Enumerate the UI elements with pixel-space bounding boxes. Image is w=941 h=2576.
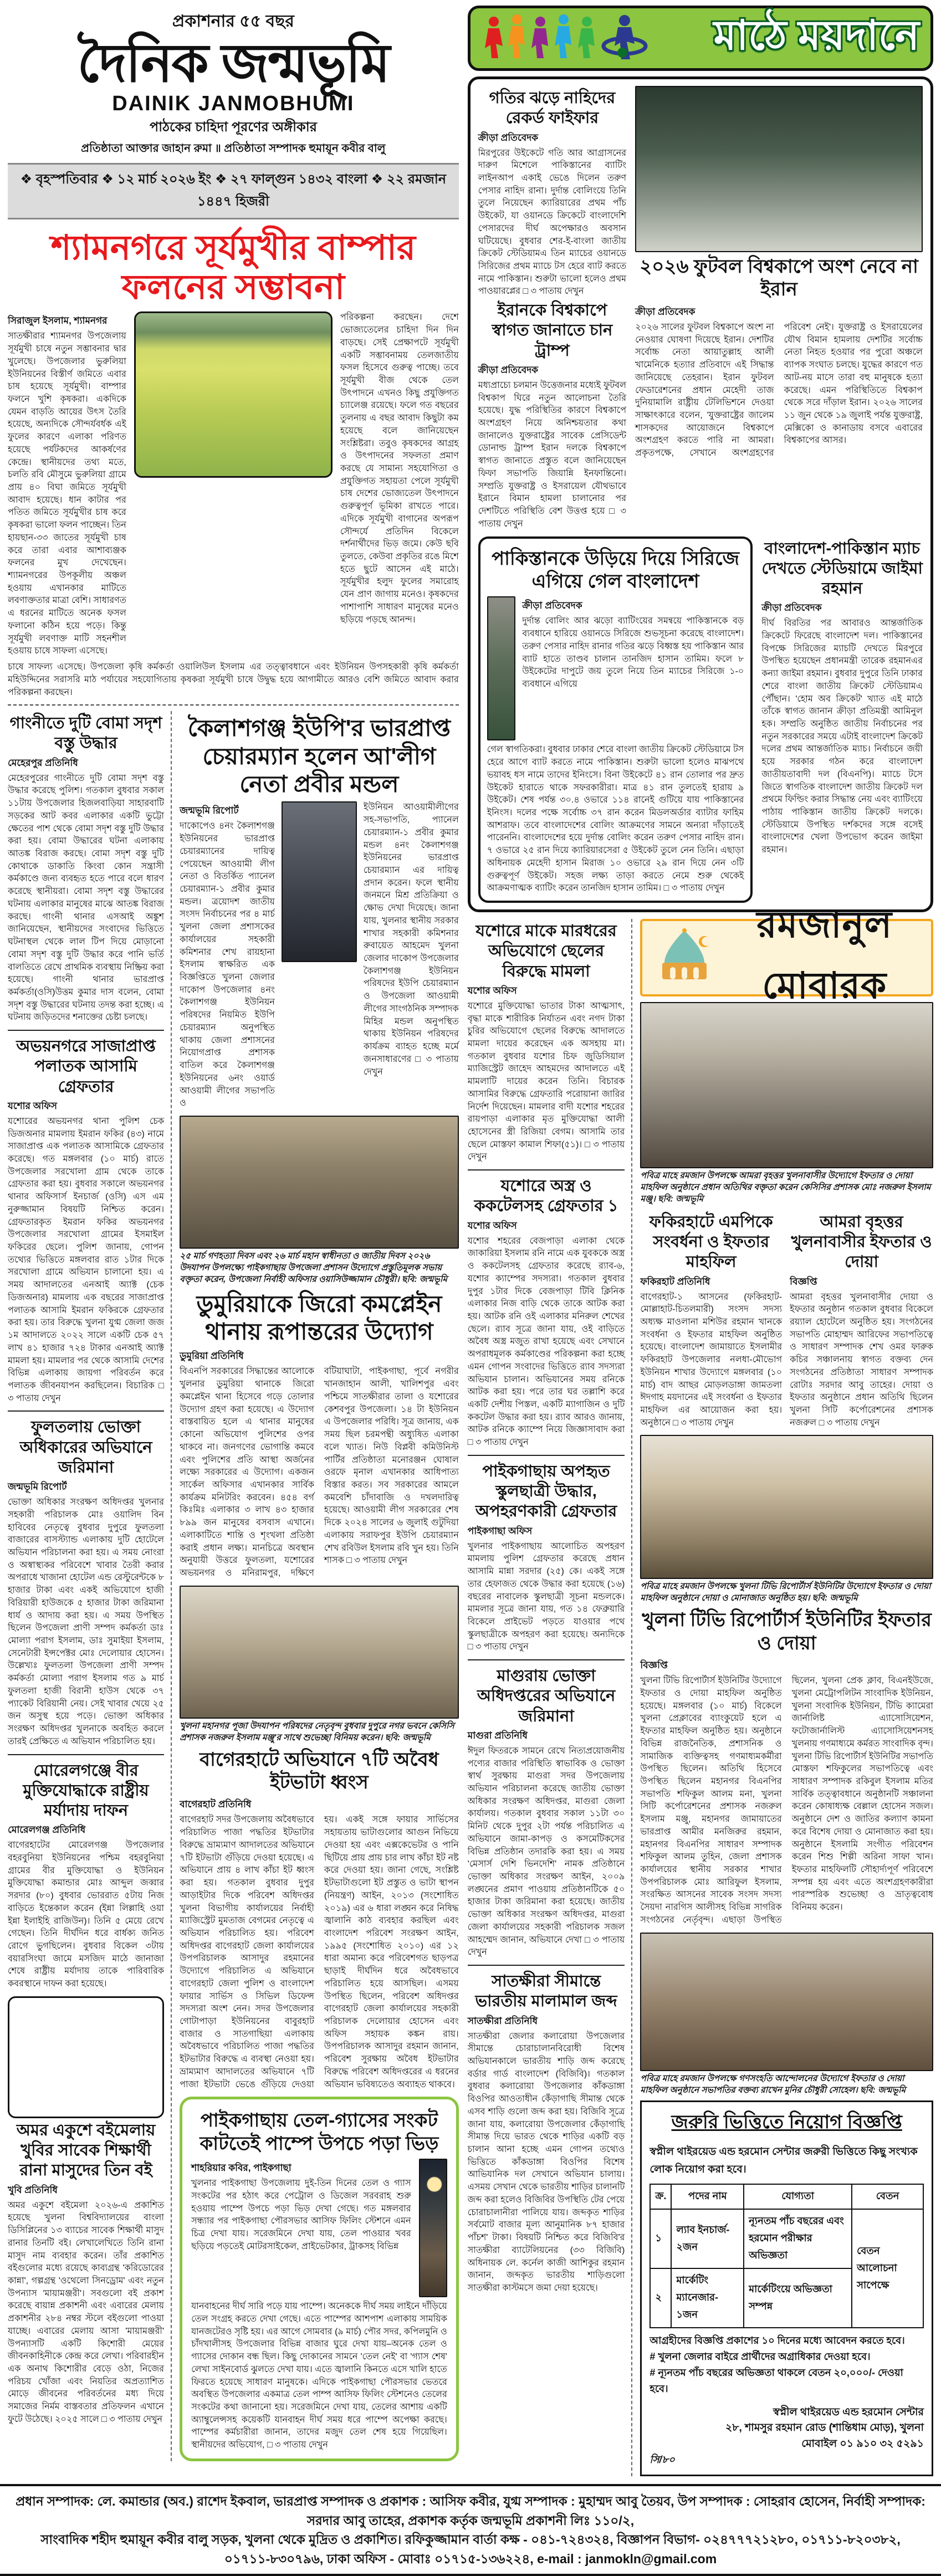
article-dumuria	[180, 1290, 459, 1580]
byline: জন্মভূমি রিপোর্ট	[8, 1481, 67, 1493]
headline: বাংলাদেশ-পাকিস্তান ম্যাচ দেখতে স্টেডিয়ামে জাইমা রহমান	[761, 539, 923, 597]
motto: পাঠকের চাহিদা পূরণের অঙ্গীকার	[149, 119, 317, 135]
headline: যশোরে মাকে মারধরের অভিযোগে ছেলের বিরুদ্ধে মামলা	[475, 922, 617, 980]
fuel-pump-photo	[419, 2159, 447, 2297]
paikgachha-meeting-photo	[180, 1116, 459, 1249]
col-header: বেতন	[852, 2184, 923, 2209]
article-iran2026	[635, 255, 923, 460]
job-ad-intro: স্বপ্নীল থাইরয়েড এন্ড হরমোন সেন্টার জরুরী ভিত্তিতে কিছু সংখ্যক লোক নিয়োগ করা হবে।	[650, 2146, 918, 2176]
headline: অমর একুশে বইমেলায় খুবির সাবেক শিক্ষার্থী রানা মাসুদের তিন বই	[16, 2121, 156, 2180]
photo-caption: খুলনা মহানগর পূজা উদযাপন পরিষদের নেতৃবৃন্দ বুধবার দুপুরে নগর ভবনে কেসিসি প্রশাসক নজরুল ইসলাম মঞ্জু'র সাথে শুভেচ্ছা বিনিময় করেন। ছবি: জন্মভূমি	[180, 1721, 454, 1742]
sports-section-banner	[468, 6, 933, 71]
article-satkhira	[468, 1971, 625, 2295]
sports-box	[468, 76, 933, 912]
body: যশোরের অভয়নগর থানা পুলিশ চেক ডিজঅনার মামলায় ইমরান ফকির (৪৩) নামে সাজাপ্রাপ্ত এক পলাতক আসামিকে গ্রেফতার করেছে। গত মঙ্গলবার (১০ মার্চ) রাতে উপজেলার সরখোলা গ্রাম থেকে তাকে গ্রেফতার করা হয়। বুধবার সকালে অভয়নগর থানার অফিসার্স ইনচার্জ (ওসি) এস এম নুরুজ্জামান বিষয়টি নিশ্চিত করেন। গ্রেফতারকৃত ইমরান ফকির অভয়নগর উপজেলার সরখোলা গ্রামের ইসমাইল ফকিরের ছেলে। পুলিশ জানায়, গোপন তথ্যের ভিত্তিতে মঙ্গলবার রাত ১টার দিকে সরখোলা গ্রামে অভিযান চালানো হয়। এ সময় আদালতের এনআই অ্যাক্ট (চেক ডিজঅনার) মামলায় এক বছরের সাজাপ্রাপ্ত পলাতক আসামি ইমরান ফকিরকে গ্রেফতার করা হয়। তার বিরুদ্ধে খুলনা যুগ্ম জেলা জজ ১ম আদালতে ২০২২ সালে একটি চেক ৫৭ লাখ ৪১ হাজার ৭২৪ টাকার এনআই অ্যাক্ট মামলা হয়। মামলার পর থেকে আসামি দেশের বিভিন্ন এলাকায় জায়গা পরিবর্তন করে পলাতক জীবনযাপন করছিলেন। বিচারিক □ ৩ পাতায় দেখুন	[8, 1116, 165, 1403]
body: গেল স্বাগতিকরা। বুধবার ঢাকার শেরে বাংলা জাতীয় ক্রিকেট স্টেডিয়ামে টস হেরে আগে ব্যাট করতে নামে পাকিস্তান। শুরুটা ভালো হলেও মাঝপথে ভয়াবহ ধস নামে তাদের ইনিংসে। বিনা উইকেটে ৪১ রান তোলার পর দ্রুত উইকেট হারাতে থাকে সফরকারীরা। মাত্র ৪১ রান তুলতেই হারায় ৯ উইকেট। শেষ পর্যন্ত ৩০.৪ ওভারে ১১৪ রানেই গুটিয়ে যায় পাকিস্তানের ইনিংস। দলের পক্ষে সর্বোচ্চ ৩৭ রান করেন মিডলঅর্ডার ব্যাটার ফাহিম আশরাফ। তবে বাংলাদেশের বোলিং আক্রমণের সামনে অন্যরা দাঁড়াতেই পারেননি। বাংলাদেশের হয়ে দুর্দান্ত বোলিং করেন তরুণ পেসার নাহিদ রান। ৭ ওভারে ২৫ রান দিয়ে ক্যারিয়ারসেরা ৫ উইকেট তুলে নেন তিনি। এছাড়া অধিনায়ক মেহেদী হাসান মিরাজ ১০ ওভারে ২৯ রান দিয়ে নেন ৩টি গুরুত্বপূর্ণ উইকেট। সহজ লক্ষ্য তাড়া করতে নেমে শুরু থেকেই আক্রমণাত্মক ব্যাটিং করেন তানজিদ হাসান তামিম। □ ৩ পাতায় দেখুন	[487, 745, 744, 893]
photo-caption: পবিত্র মাহে রমজান উপলক্ষে আমরা বৃহত্তর খুলনাবাসীর উদ্যোগে ইফতার ও দোয়া মাহফিল অনুষ্ঠানে প্রধান অতিথির বক্তৃতা করেন কেসিসির প্রশাসক মোঃ নজরুল ইসলাম মঞ্জু। ছবি: জন্মভূমি	[640, 1171, 931, 1204]
divider	[8, 1030, 164, 1031]
chairman-portrait-photo	[282, 801, 357, 962]
divider	[468, 1659, 625, 1660]
photo-caption: পবিত্র মাহে রমজান উপলক্ষে খুলনা টিভি রিপোর্টার্স ইউনিটির উদ্যোগে ইফতার ও দোয়া মাহফিল অনুষ্ঠানে দোয়া ও মোনাজাত অনুষ্ঠিত হয়। ছবি: জন্মভূমি	[640, 1582, 931, 1603]
headline: সাতক্ষীরা সীমান্তে ভারতীয় মালামাল জব্দ	[475, 1972, 617, 2011]
article-gangni	[8, 713, 164, 1024]
founders-line: প্রতিষ্ঠাতা আক্তার জাহান রুমা ॥ প্রতিষ্ঠাতা সম্পাদক হুমায়ূন কবীর বালু	[81, 142, 386, 155]
mosque-icon	[651, 926, 718, 990]
byline: শাহরিয়ার কবির, পাইকগাছা	[191, 2163, 291, 2174]
col-header: পদের নাম	[671, 2184, 744, 2209]
article-nahid	[478, 88, 626, 298]
newspaper-logo-en: DAINIK JANMOBHUMI	[112, 91, 355, 115]
byline: ক্রীড়া প্রতিবেদক	[478, 364, 539, 375]
imprint-line1: প্রধান সম্পাদক: লে. কমান্ডার (অব.) রাশেদ ইকবাল, ভারপ্রাপ্ত সম্পাদক ও প্রকাশক : আসিফ কবীর, যুগ্ম সম্পাদক : মুহাম্মদ আবু তৈয়ব, উপ সম্পাদক : সোহরাব হোসেন, নির্বাহী সম্পাদক: সরদার আবু তাহের, প্রকাশক কর্তৃক জন্মভূমি প্রকাশনী লিঃ ১১০/২,	[16, 2494, 925, 2528]
byline: যশোর অফিস	[467, 1220, 517, 1231]
article-abhaynagar	[8, 1036, 164, 1405]
lead-body-col1: সাতক্ষীরার শ্যামনগর উপজেলায় সূর্যমুখী চাষে নতুন সম্ভাবনার দ্বার খুলেছে। উপজেলার ভুরুলিয়া ইউনিয়নের বিস্তীর্ণ জমিতে এবার চাষ হয়েছে সূর্যমুখী। বাম্পার ফলনে খুশি কৃষকরা। একদিকে যেমন বাড়তি আয়ের উৎস তৈরি হয়েছে, অন্যদিকে সৌন্দর্যবর্ধক এই ফুলের কারণে এলাকা পরিণত হয়েছে পর্যটকদের আকর্ষণের কেন্দ্রে। স্থানীয়দের তথ্য মতে, চলতি রবি মৌসুমে ভুরুলিয়া গ্রামে প্রায় ৪০ বিঘা জমিতে সূর্যমুখী আবাদ হয়েছে। ধান কাটার পর পতিত জমিতে সূর্যমুখীর চাষ করে কৃষকরা ভালো ফলন পাচ্ছেন। তিন হায়ছান-৩৩ জাতের সূর্যমুখী চাষ করে তারা এবার আশাব্যঞ্জক ফলনের মুখ দেখেছেন। শ্যামনগরের উপকূলীয় অঞ্চল হওয়ায় এখানকার মাটিতে লবণাক্ততার মাত্রা বেশি। সাধারণত এ ধরনের মাটিতে অনেক ফসল ফলানো কঠিন হয়ে পড়ে। কিন্তু সূর্যমুখী লবণাক্ত মাটি সহনশীল হওয়ায় চাষে সাফল্য এসেছে।	[8, 331, 126, 656]
article-pak-series	[478, 536, 753, 903]
job-ad-title: জরুরি ভিত্তিতে নিয়োগ বিজ্ঞপ্তি	[671, 2112, 902, 2133]
article-kidnap	[468, 1461, 625, 1654]
divider	[468, 1455, 625, 1456]
article-mother-case	[468, 921, 625, 1164]
lead-byline: সিরাজুল ইসলাম, শ্যামনগর	[8, 315, 108, 326]
ganasanghati-iftar-photo	[640, 1933, 933, 2071]
byline: বিজ্ঞপ্তি	[640, 1660, 668, 1671]
headline: যশোরে অস্ত্র ও ককটেলসহ গ্রেফতার ১	[474, 1177, 618, 1215]
article-fakirhat	[640, 1210, 782, 1430]
body: ইউনিয়ন আওয়ামীলীগের সহ-সভাপতি, প্যানেল চেয়ারম্যান-১ প্রবীর কুমার মন্ডল ৪নং কৈলাশগঞ্জ ইউনিয়নের ভারপ্রাপ্ত চেয়ারম্যান এর দায়িত্ব প্রদান করেন। ফলে স্থানীয় জনমনে মিশ্র প্রতিক্রিয়া ও ক্ষোভ দেখা দিয়েছে। জানা যায়, খুলনার স্থানীয় সরকার শাখার সহকারী কমিশনার রুবায়েত আহমেদ খুলনা জেলার দাকোপ উপজেলার কৈলাশগঞ্জ ইউনিয়ন পরিষদের ইউপি চেয়ারম্যান ও উপজেলা আওয়ামী লীগের সাংগঠনিক সম্পাদক মিহির মন্ডল অনুপস্থিত থাকায় ইউনিয়ন পরিষদের কার্যক্রম ব্যাহত হচ্ছে মর্মে জনসাধারণের □ ৩ পাতায় দেখুন	[363, 803, 459, 1077]
body: ভোক্তা অধিকার সংরক্ষণ অধিদপ্তর খুলনার সহকারী পরিচালক মোঃ ওয়ালিদ বিন হাবিবের নেতৃত্বে বুধবার দুপুরে ফুলতলা বাজারের বাসস্ট্যান্ড এলাকায় দুটি হোটেলে অভিযান পরিচালনা করা হয়। এ সময় নোংরা ও অস্বাস্থ্যকর পরিবেশে খাবার তৈরী করার অপরাধে খাজানা হোটেল এন্ড রেস্টুরেন্টকে ৮ হাজার টাকা এবং একই অভিযোগে হাজী বিরিয়ারী হাউজকে ৫ হাজার টাকা জরিমানা ধার্য ও আদায় করা হয়। এ সময় উপস্থিত ছিলেন উপজেলা প্রাণী সম্পদ কর্মকর্তা ডাঃ মোল্যা পরাগ ইসলাম, ডাঃ সুমাইয়া ইসলাম, সেনেটারী ইন্সপেক্টর মোঃ দেলোয়ার হোসেন। উল্লেখ্যঃ ফুলতলা উপজেলা প্রাণী সম্পদ কর্মকর্তা মোল্যা পরাগ ইসলাম গত ৯ মার্চ ফুলতলা হাজী বিরানী হাউস থেকে ৩৭ প্যাকেট বিরিয়ানী নেয়। সেই খাবার খেয়ে ২৫ জন অসুস্থ হয়ে পড়ে। ভোক্তা অধিকার সংরক্ষণ অধিদপ্তর খুলনাকে অবহিত করলে তারই প্রেক্ষিতে এ অভিযান পরিচালিত হয়।	[8, 1497, 165, 1746]
photo-caption: ২৫ মার্চ গণহত্যা দিবস এবং ২৬ মার্চ মহান স্বাধীনতা ও জাতীয় দিবস ২০২৬ উদযাপন উপলক্ষ্যে পাইকগাছায় উপজেলা প্রশাসন উদ্যোগে প্রস্তুতিমূলক সভায় বক্তৃতা করেন, উপজেলা নির্বাহী অফিসার ওয়াসিউজ্জামান চৌধুরী। ছবি: জন্মভূমি	[180, 1251, 448, 1284]
byline: পাইকগাছা অফিস	[467, 1525, 533, 1536]
headline: ফুলতলায় ভোক্তা অধিকারের অভিযানে জরিমানা	[19, 1418, 152, 1476]
body: খুলনার পাইকগাছা উপজেলায় দুই-তিন দিনের তেল ও গ্যাস সংকটের পর হঠাৎ করে পেট্রোল ও ডিজেল সরবরাহ শুরু হওয়ায় পাম্পে উপচে পড়া ভিড় দেখা গেছে। গত মঙ্গলবার সন্ধ্যার পর পাইকগাছা পৌরসভার আসিফ ফিলিং স্টেশনে এমন চিত্র দেখা যায়। সরেজমিনে দেখা যায়, তেল পাওয়ার খবর ছড়িয়ে পড়তেই মোটরসাইকেল, প্রাইভেটকার, ট্রাকসহ বিভিন্ন	[191, 2179, 411, 2251]
fuel-crisis-box	[180, 2097, 459, 2461]
byline: মেহেরপুর প্রতিনিধি	[8, 757, 78, 768]
article-kailashganj	[180, 714, 459, 1110]
job-ad-signature: স্বপ্নীল থাইরয়েড এন্ড হরমোন সেন্টার	[773, 2406, 924, 2418]
tv-unit-iftar-photo	[640, 1435, 933, 1579]
job-ad-table	[650, 2184, 924, 2328]
headline: কৈলাশগঞ্জ ইউপি'র ভারপ্রাপ্ত চেয়ারম্যান হলেন আ'লীগ নেতা প্রবীর মন্ডল	[187, 715, 451, 798]
divider	[8, 1410, 164, 1412]
iftar-mahfil-photo	[640, 1002, 933, 1168]
job-ad-address: ২৮, শামসুর রহমান রোড (শান্তিধাম মোড়), খুলনা	[725, 2422, 924, 2434]
byline: ক্রীড়া প্রতিবেদক	[522, 600, 582, 611]
table-cell: ল্যাব ইনচার্জ- ২জন	[671, 2209, 744, 2268]
table-cell: ন্যূনতম পাঁচ বছরের এবং হরমোন পরীক্ষার অভিজ্ঞতা	[744, 2209, 852, 2268]
body: মধ্যপ্রাচ্যে চলমান উত্তেজনার মধ্যেই ফুটবল বিশ্বকাপ ঘিরে নতুন আলোচনা তৈরি হয়েছে। যুদ্ধ পরিস্থিতির কারণে বিশ্বকাপে অংশগ্রহণ নিয়ে অনিশ্চয়তার কথা জানালেও যুক্তরাষ্ট্রের সাবেক প্রেসিডেন্ট ডোনাল্ড ট্রাম্প ইরান দলকে বিশ্বকাপে স্বাগত জানাতে প্রস্তুত বলে জানিয়েছেন ফিফা সভাপতি জিয়ান্নি ইনফান্তিনো। সম্প্রতি যুক্তরাষ্ট্র ও ইসরায়েল যৌথভাবে ইরানে বিমান হামলা চালানোর পর দেশটিতে পরিস্থিতি বেশ উত্তপ্ত হয়ে □ ৩ পাতায় দেখুন	[478, 380, 627, 529]
article-bagerhat	[180, 1749, 459, 2092]
headline: পাকিস্তানকে উড়িয়ে দিয়ে সিরিজে এগিয়ে গেল বাংলাদেশ	[492, 548, 740, 592]
body: খুলনার পাইকগাছায় আলোচিত অপহরণ মামলায় পুলিশ গ্রেফতার করেছে প্রধান আসামি মান্না সরদার (২৫) কে। একই সঙ্গে তার হেফাজত থেকে উদ্ধার করা হয়েছে (১৬) বছরের নাবালেক স্কুলছাত্রী সূচনা মন্ডলকে। মামলার সূত্রে জানা যায়, গত ১৪ ফেব্রুয়ারি বিকেলে প্রাইভেট পড়তে যাওয়ার পথে স্কুলছাত্রীকে অপহরণ করা হয়েছে। অন্যদিকে □ ৩ পাতায় দেখুন	[467, 1541, 625, 1652]
divider	[8, 1754, 164, 1755]
body: বাগেরহাট সদর উপজেলায় অবৈধভাবে পরিচালিত পাজা পদ্ধতির ইটভাটার বিরুদ্ধে ভ্রাম্যমাণ আদালতের অভিযানে ৭টি ইটভাটা গুঁড়িয়ে দেওয়া হয়েছে। এ অভিযানে প্রায় ৪ লাখ কাঁচা ইট ধ্বংস করা হয়। গতকাল বুধবার দুপুর আড়াইটার দিকে পরিবেশ অধিদপ্তর খুলনা বিভাগীয় কার্যালয়ের নির্বাহী ম্যাজিস্ট্রেট মুমতাজ বেগমের নেতৃত্বে এ অভিযান পরিচালিত হয়। পরিবেশ অধিদপ্তর বাগেরহাট জেলা কার্যালয়ের উপপরিচালক আসাদুর রহমানের উদ্যোগে পরিচালিত এ অভিযানে বাগেরহাট জেলা পুলিশ ও বাংলাদেশ ফায়ার সার্ভিস ও সিভিল ডিফেন্স সদস্যরা অংশ নেন। সদর উপজেলার গোটাপাড়া ইউনিয়নের বাবুরহাট বাজার ও সাতগাছিয়া এলাকায় অবৈধভাবে পরিচালিত পাজা পদ্ধতির ইটভাটার বিরুদ্ধে এ ব্যবস্থা নেওয়া হয়। ভ্রাম্যমাণ আদালতের অভিযানে ৭টি পাজা ইটভাটা ভেঙে গুঁড়িয়ে দেওয়া হয়। একই সঙ্গে ফায়ার সার্ভিসের সহায়তায় ভাটাগুলোর আগুন নিভিয়ে দেওয়া হয় এবং এক্সকেভেটর ও পানি ছিটিয়ে প্রায় প্রায় চার লাখ কাঁচা ইট নষ্ট করে দেওয়া হয়। জানা গেছে, সংশ্লিষ্ট ইটভাটাগুলো ইট প্রস্তুত ও ভাটা স্থাপন (নিয়ন্ত্রণ) আইন, ২০১৩ (সংশোধিত ২০১৯) এর ৬ ধারা লঙ্ঘন করে নিষিদ্ধ জ্বালানি কাঠ ব্যবহার করছিল এবং বাংলাদেশ পরিবেশ সংরক্ষণ আইন, ১৯৯৫ (সংশোধিত ২০১০) এর ১২ ধারা অমান্য করে পরিবেশগত ছাড়পত্র ছাড়াই দীর্ঘদিন ধরে অবৈধভাবে পরিচালিত হয়ে আসছিল। এসময় উপস্থিত ছিলেন, পরিবেশ অধিদপ্তর বাগেরহাট জেলা কার্যালয়ের সহকারী পরিচালক দেলোয়ার হোসেন এবং অফিস সহায়ক কঙ্কন রায়। উপপরিচালক আসাদুর রহমান জানান, পরিবেশ সুরক্ষায় অবৈধ ইটভাটার বিরুদ্ধে পরিবেশ অধিদপ্তরের এ ধরনের অভিযান ভবিষ্যতেও অব্যাহত থাকবে।	[180, 1815, 459, 2089]
imprint-footer	[0, 2484, 941, 2576]
body: যানবাহনের দীর্ঘ সারি পড়ে যায় পাম্পে। অনেককে দীর্ঘ সময় লাইনে দাঁড়িয়ে তেল সংগ্রহ করতে দেখা গেছে। এতে পাম্পের আশপাশ এলাকায় সাময়িক যানজটেরও সৃষ্টি হয়। এর আগে সোমবার (৯ মার্চ) পৌর সদর, কপিলমুনি ও চাঁদখালীসহ উপজেলার বিভিন্ন বাজার ঘুরে দেখা যায়–অনেক তেল ও গ্যাসের দোকান বন্ধ ছিল। কিছু দোকানের সামনে 'তেল নেই' বা 'গ্যাস শেষ' লেখা সাইনবোর্ড ঝুলতে দেখা যায়। এতে জ্বালানি কিনতে এসে খালি হাতে ফিরতে হয়েছে সাধারণ মানুষকে। এদিকে পাইকগাছা পৌরসভার ভেতরে অবস্থিত উপজেলার একমাত্র তেল পাম্প আসিফ ফিলিং স্টেশনেও তেলের সংকটের কথা জানানো হয়। সরেজমিনে দেখা যায়, তেলের আশায় একটি অ্যাম্বুলেন্সসহ কয়েকটি যানবাহন দীর্ঘ সময় ধরে পাম্পে অপেক্ষা করছে। পাম্পের কর্মচারীরা জানান, তাদের মজুদ তেল শেষ হয়ে গিয়েছিল। স্থানীয়দের অভিযোগ, □ ৩ পাতায় দেখুন	[191, 2302, 447, 2450]
byline: জন্মভূমি রিপোর্ট	[180, 805, 239, 816]
lead-body-bottom: চাষে সাফল্য এসেছে। উপজেলা কৃষি কর্মকর্তা ওয়ালিউল ইসলাম এর তত্ত্বাবধানে এবং ইউনিয়ন উপসহকারী কৃষি কর্মকর্তা মহিউদ্দিনের সরাসরি মাঠ পর্যায়ের সহযোগিতায় কৃষকরা সূর্যমুখী চাষে উদ্বুদ্ধ হয়ে আগামীতে আরও বেশি জমিতে আবাদ করার পরিকল্পনা করছেন।	[8, 662, 459, 697]
job-advertisement	[640, 2100, 933, 2476]
sunflower-field-photo	[134, 311, 333, 478]
masthead	[8, 6, 459, 219]
body: দীর্ঘ বিরতির পর আবারও আন্তর্জাতিক ক্রিকেটে ফিরেছে বাংলাদেশ দল। পাকিস্তানের বিপক্ষে সিরিজের ম্যাচটি দেখতে মিরপুরে উপস্থিত হয়েছেন প্রধানমন্ত্রী তারেক রহমানএর কন্যা জাইমা রহমান। বুধবার দুপুরে তিনি ঢাকার শেরে বাংলা জাতীয় ক্রিকেট স্টেডিয়ামএ পৌঁছান। 'হোম অব ক্রিকেট' খ্যাত এই মাঠে তাঁকে স্বাগত জানান ক্রীড়া প্রতিমন্ত্রী আমিনুল হক। সম্প্রতি অনুষ্ঠিত জাতীয় নির্বাচনের পর নতুন সরকারের সময়ে এটাই বাংলাদেশ ক্রিকেট দলের প্রথম আন্তর্জাতিক ম্যাচ। নির্বাচনে জয়ী হয়ে সরকার গঠন করে বাংলাদেশ জাতীয়তাবাদী দল (বিএনপি)। ম্যাচে টসে জিতে স্বাগতিক বাংলাদেশ জাতীয় ক্রিকেট দল প্রথমে ফিল্ডিং করার সিদ্ধান্ত নেয় এবং ব্যাটিংয়ে পাঠায় পাকিস্তান জাতীয় ক্রিকেট দলকে। স্টেডিয়ামে উপস্থিত দর্শকদের সঙ্গে বসেই বাংলাদেশের খেলা উপভোগ করেন জাইমা রহমান।	[761, 619, 923, 855]
headline: গাংনীতে দুটি বোমা সদৃশ বস্তু উদ্ধার	[9, 714, 162, 753]
sports-banner-title: মাঠে ময়দানে	[713, 12, 919, 58]
body: আমরা বৃহত্তর খুলনাবাসীর দোয়া ও ইফতার অনুষ্ঠান গতকাল বুধবার বিকেলে রয়্যাল হোটেলে অনুষ্ঠিত হয়। সংগঠনের সভাপতি মোহাম্মদ আরিফের সভাপতিত্বে ও সাধারণ সম্পাদক শেখ ওমর ফারুক কচির সঞ্চালনায় স্বাগত বক্তব্য দেন সংগঠনের প্রতিষ্ঠাতা সাধারণ সম্পাদক রোটাঃ সরদার আবু তাহের। দোয়া ও ইফতার অনুষ্ঠানে প্রধান অতিথি ছিলেন খুলনা সিটি কর্পোরেশনের প্রশাসক নজরুল □ ৩ পাতায় দেখুন	[790, 1292, 933, 1428]
table-cell: বেতন আলোচনা সাপেক্ষে	[852, 2209, 923, 2328]
article-tv-unit	[640, 1609, 933, 1926]
byline: বাগেরহাট প্রতিনিধি	[180, 1799, 252, 1810]
article-amra-khulna	[790, 1210, 933, 1430]
article-zaima	[761, 539, 923, 857]
body: খুলনা টিভি রিপোর্টার্স ইউনিটির উদ্যোগে ইফতার ও দোয়া মাহফিল অনুষ্ঠিত হয়েছে। মঙ্গলবার (১০ মার্চ) বিকেলে খুলনা প্রেক্লাবের ব্যাংকুয়েট হলে এ ইফতার মাহফিল অনুষ্ঠিত হয়। অনুষ্ঠানে বিভিন্ন রাজনৈতিক, প্রশাসনিক ও সামাজিক ব্যক্তিত্বসহ গণমাধ্যমকর্মীরা উপস্থিত ছিলেন। অতিথি হিসেবে উপস্থিত ছিলেন মহানগর বিএনপির সভাপতি শফিকুল আলম মনা, খুলনা সিটি কর্পোরেশনের প্রশাসক নজরুল ইসলাম মঞ্জু, মহানগর জামায়াতের ভারপ্রাপ্ত আমীর মনজিরুর রহমান, মহানগর বিএনপির সাধারণ সম্পাদক শফিকুল আলম তুহিন, জেলা প্রশাসক কার্যালয়ের স্থানীয় সরকার শাখার উপপরিচালক মোঃ আরিফুল ইসলাম, সংরক্ষিত আসনের সাবেক সংসদ সদস্য সৈয়দা নারগিস আলীসহ বিভিন্ন সাগরিক সংগঠনের নের্তৃবৃন্দ। এছাড়া উপস্থিত ছিলেন, খুলনা প্রেক ক্লাব, বিএনইউজে, খুলনা মেট্রোপলিটন সাংবাদিক ইউনিয়ন, খুলনা সংবাদিক ইউনিয়ন, টিভি ক্যামেরা জার্নালিষ্ট এ্যাসোসিয়েশন, ফটোজার্নালিস্ট এ্যাসোসিয়েশনসহ খুলনায় গণমাধ্যমে কর্মরত সাংবাদিক বৃন্দ। খুলনা টিভি রিপোর্টার্স ইউনিটির সভাপতি মোস্তফা শফিকুলের সভাপতিত্বে এবং সাধারণ সম্পাদক রকিবুল ইসলাম মতির সার্বিক তত্ত্বাবধানে অনুষ্ঠানটি সঞ্চালনা করেন কোষাধ্যক্ষ বেল্লাল হোসেন সজল। অনুষ্ঠানে দেশ ও জাতির কল্যাণ কামনা করে বিশেষ দোয়া ও মোনাজাত করা হয়। অনুষ্ঠানে ইসলামি সংগীত পরিবেশন করেন শিশু শিল্পী অরিনা সাফা খান। ইফতার মাহফিলটি সৌহার্দ্যপূর্ণ পরিবেশে সম্পন্ন হয় এবং এতে অংশগ্রহণকারীরা পারস্পরিক শুভেচ্ছা ও ভ্রাতৃত্ববোধ বিনিময় করেন।	[640, 1676, 933, 1925]
headline: অভয়নগরে সাজাপ্রাপ্ত পলাতক আসামি গ্রেফতার	[16, 1037, 156, 1096]
imprint-line2: সাংবাদিক শহীদ হুমায়ূন কবীর বালু সড়ক, খুলনা থেকে মুদ্রিত ও প্রকাশিত। রফিকুজ্জামান বার্তা কক্ষ - ০৪১-৭২৪৩২৪, বিজ্ঞাপন বিভাগ- ০২৪৭৭৭২১২৮০, ০১৭১১-৮২০৩৮২, ০১৭১১-৮৩০৭৯৬, ঢাকা অফিস - মোবাঃ ০১৭১৫-১৩৬২২৪, e-mail : janmokln@gmail.com	[40, 2532, 901, 2566]
byline: ক্রীড়া প্রতিবেদক	[761, 602, 822, 614]
author-books-photo	[8, 1996, 164, 2118]
headline: ফকিরহাটে এমপিকে সংবর্ধনা ও ইফতার মাহফিল	[649, 1213, 773, 1271]
photo-caption: পবিত্র মাহে রমজান উপলক্ষে গণসংহতি আন্দোলনের উদ্যোগে ইফতার ও দোয়া মাহফিল অনুষ্ঠানে সভাপতির বক্তব্য রাখেন মুনির চৌধুরী সোহেল। ছবি: জন্মভূমি	[640, 2073, 906, 2095]
byline: মোরেলগঞ্জ প্রতিনিধি	[8, 1824, 86, 1836]
headline: পাইকগাছায় অপহৃত স্কুলছাত্রী উদ্ধার, অপহরণকারী গ্রেফতার	[475, 1462, 617, 1521]
headline: ইরানকে বিশ্বকাপে স্বাগত জানাতে চান ট্রাম্প	[492, 301, 613, 360]
divider	[468, 1169, 625, 1171]
job-ad-code: সি/৮০	[650, 2454, 675, 2466]
byline: ফকিরহাট প্রতিনিধি	[640, 1276, 710, 1287]
byline: ক্রীড়া প্রতিবেদক	[478, 132, 539, 143]
byline: ক্রীড়া প্রতিবেদক	[635, 306, 695, 317]
sports-figures-icon	[482, 12, 648, 65]
byline: ডুমুরিয়া প্রতিনিধি	[180, 1351, 244, 1362]
job-ad-phone: মোবাইল ০১ ৯১০ ৩২ ৫২৯১	[801, 2437, 924, 2450]
body: মেহেরপুরের গাংনীতে দুটি বোমা সদৃশ বস্তু উদ্ধার করেছে পুলিশ। গতকাল বুধবার সকাল ১১টায় উপজেলার হিজলবাড়িয়া সাহারবাটি সড়কের আট কবর এলাকার একটি ভুট্টো ক্ষেতের পাশ থেকে বোমা সদৃশ বস্তু দুটি উদ্ধার করা হয়। বোমা উদ্ধারের ঘটনা এলাকায় আতঙ্ক বিরাজ করছে। বোমা সদৃশ বস্তু দুটি কোথাকে ডাকাতি কিংবা কোন সন্ত্রাসী কর্মকাণ্ডে জন্য ব্যবহৃত হতে পারে বলে ধারণ করেছে স্থানীয়রা। বোমা সদৃশ বস্তু উদ্ধারের ঘটনায় এলাকার মানুষের মাঝে আতঙ্ক বিরাজ করছে। গাংনী থানার এসআই অঙ্কুশ জানিয়েছেন, স্থানীয়দের সংবাদের ভিত্তিতে ঘটনাস্থল থেকে লাল টিপ দিয়ে মোড়ানো বোমা সদৃশ বস্তু দুটি উদ্ধার করে পানি ভর্তি বালতিতে রেখে প্রাথমিক ব্যবস্থায় নিষ্ক্রিয় করা হয়েছে। গাংনী থানার ভারপ্রাপ্ত কর্মকর্তা(ওসি)উত্তম কুমার দাস বলেন, বোমা সদৃশ বস্তু উদ্ধারের ঘটনায় তদন্ত করা হচ্ছে। এ ঘটনায় জড়িতদের শনাক্তের চেষ্টা চলছে।	[8, 773, 165, 1023]
headline: আমরা বৃহত্তর খুলনাবাসীর ইফতার ও দোয়া	[791, 1213, 932, 1271]
headline: পাইকগাছায় তেল-গ্যাসের সংকট কাটতেই পাম্পে উপচে পড়া ভিড়	[200, 2110, 439, 2154]
job-ad-note: আগ্রহীদের বিজ্ঞপ্তি প্রকাশের ১০ দিনের মধ্যে আবেদন করতে হবে।	[650, 2335, 905, 2347]
divider	[468, 1965, 625, 1966]
body: যশোর শহরের বেজপাড়া এলাকা থেকে জাকারিয়া ইসলাম রনি নামে এক যুবককে অস্ত্র ও ককটেলসহ গ্রেফতার করেছে র‌্যাব-৬, যশোর ক্যাম্পের সদস্যরা। গতকাল বুধবার দুপুর ১টার দিকে বেজপাড়া টিবি ক্লিনিক এলাকার নিজ বাড়ি থেকে তাকে আটক করা হয়। আটক রনি ওই এলাকার মনিরুল শেখের ছেলে। র‌্যাব সূত্রে জানা যায়, ওই বাড়িতে অবৈধ অস্ত্র মজুত রাখা হয়েছে এবং সেখানে অপরাধমূলক কর্মকাণ্ডের পরিকল্পনা করা হচ্ছে এমন গোপন সংবাদের ভিত্তিতে র‌্যাব সদস্যরা অভিযান চালান। অভিযানের সময় রনিকে আটক করা হয়। পরে তার ঘর তল্লাশি করে একটি দেশীয় পিস্তল, একটি ম্যাগাজিন ও দুটি ককটেল উদ্ধার করা হয়। র‌্যাব আরও জানায়, আটক রনিকে ক্যাম্পে নিয়ে জিজ্ঞাসাবাদ করা □ ৩ পাতায় দেখুন	[467, 1236, 625, 1448]
byline: যশোর অফিস	[8, 1100, 57, 1111]
byline: খুবি প্রতিনিধি	[8, 2184, 58, 2195]
headline: ২০২৬ ফুটবল বিশ্বকাপে অংশ নেবে না ইরান	[640, 256, 918, 300]
ramadan-banner	[640, 904, 933, 1006]
date-bar: ❖ বৃহস্পতিবার ❖ ১২ মার্চ ২০২৬ ইং ❖ ২৭ ফাল্গুন ১৪৩২ বাংলা ❖ ২২ রমজান ১৪৪৭ হিজরী	[8, 163, 459, 219]
article-magura	[468, 1666, 625, 1959]
body: দুর্দান্ত বোলিং আর ঝড়ো ব্যাটিংয়ের সমন্বয়ে পাকিস্তানকে বড় ব্যবধানে হারিয়ে ওয়ানডে সিরিজে শুভসূচনা করেছে বাংলাদেশ। তরুণ পেসার নাহিদ রানার গতির ঝড়ে বিধ্বস্ত হয় পাকিস্তান আর ব্যাট হাতে তাণ্ডব চালান তানজিদ হাসান তামিম। ফলে ৮ উইকেটের দাপুটে জয় তুলে নিয়ে তিন ম্যাচের সিরিজে ১-০ ব্যবধানে এগিয়ে	[522, 616, 744, 689]
cricket-celebration-photo	[487, 596, 516, 740]
byline: মাগুরা প্রতিনিধি	[467, 1730, 528, 1741]
byline: যশোর অফিস	[467, 985, 517, 996]
body: ২০২৬ সালের ফুটবল বিশ্বকাপে অংশ না নেওয়ার ঘোষণা দিয়েছে ইরান। দেশটির সর্বোচ্চ নেতা আয়াতুল্লাহ আলী খামেনিকে হত্যার প্রতিবাদে এই সিদ্ধান্ত জানিয়েছে তেহরান। ইরান ফুটবল ফেডারেশনের প্রধান মেহেদী তাজ দুনিয়ামালি রাষ্ট্রীয় টেলিভিশনে দেওয়া সাক্ষাৎকারে বলেন, 'যুক্তরাষ্ট্রের জালেম শাসকদের আয়োজনে বিশ্বকাপে অংশগ্রহণ করতে পারি না আমরা। প্রকৃতপক্ষে, সেখানে অংশগ্রহণের পরিবেশ নেই'। যুক্তরাষ্ট্র ও ইসরায়েলের যৌথ বিমান হামলায় দেশটির সর্বোচ্চ নেতা নিহত হওয়ার পর পুরো অঞ্চলে ব্যাপক সংঘাত চলছে। যুদ্ধের কারণে গত আট-নয় মাসে তারা বহু মানুষকে হত্যা করেছে। এমন পরিস্থিতিতে বিশ্বকাপ থেকে সরে দাঁড়াল ইরান। ২০২৬ সালের ১১ জুন থেকে ১৯ জুলাই পর্যন্ত যুক্তরাষ্ট্র, মেক্সিকো ও কানাডায় বসবে এবারের বিশ্বকাপের আসর।	[635, 322, 923, 458]
body: সাতক্ষীরা জেলার কলারোয়া উপজেলার সীমান্তে চোরাচালানবিরোধী বিশেষ অভিযানকালে ভারতীয় শাড়ি জব্দ করেছে বর্ডার গার্ড বাংলাদেশ (বিজিবি)। গতকাল বুধবার কলারোয়া উপজেলার কাঁকডাঙ্গা বিওপির আওতাধীন কেঁড়াগাছি সীমান্ত থেকে এসব শাড়ি গুলো জব্দ করা হয়। বিজিবি সূত্রে জানা যায়, কলারোয়া উপজেলার কেঁড়াগাছি সীমান্ত দিয়ে ভারত থেকে শাড়ির একটি বড় চালান আনা হচ্ছে এমন গোপন তথ্যেও ভিত্তিতে কাঁকডাঙ্গা বিওপির বিশেষ আভিযানিক দল সেখানে অভিযান চালায়। এসময় সেখান থেকে ভারতীয় শাড়ির চালানটি জব্দ করা হলেও বিজিবির উপস্থিতি টের পেয়ে চোরাচালানীরা পালিয়ে যায়। জব্দকৃত শাড়ির সর্বমোট বাজার মূল্য আনুমানিক ৮৭ হাজার পাঁচশ' টাকা। বিষয়টি নিশ্চিত করে বিজিবি'র সাতক্ষীরা ব্যাটেলিয়নের (৩৩ বিজিবি) অধিনায়ক লে. কর্নেল কাজী আশিকুর রহমান জানান, জব্দকৃত ভারতীয় শাড়িগুলো সাতক্ষীরা কাস্টমসে জমা দেয়া হয়েছে।	[467, 2031, 625, 2293]
body: ঈদুল ফিতরকে সামনে রেখে নিত্যপ্রয়োজনীয় পণ্যের বাজার পরিস্থিতি স্বাভাবিক ও ভোক্তা স্বার্থ সুরক্ষায় মাগুরা সদর উপজেলায় অভিযান পরিচালনা করেছে জাতীয় ভোক্তা অধিকার সংরক্ষণ অধিদপ্তর, মাগুরা জেলা কার্যালয়। গতকাল বুধবার সকাল ১১টা ৩০ মিনিট থেকে দুপুর ২টা পর্যন্ত পরিচালিত এ অভিযানে জামা-কাপড় ও কসমেটিকসের বিভিন্ন প্রতিষ্ঠান তদারকি করা হয়। এ সময় 'মেসার্স দেশি ভিনদেশি' নামক প্রতিষ্ঠানে ভোক্তা অধিকার সংরক্ষণ আইন, ২০০৯ লঙ্ঘনের প্রমাণ পাওয়ায় প্রতিষ্ঠানটিকে ৫০ হাজার টাকা জরিমানা করা হয়েছে। জাতীয় ভোক্তা অধিকার সংরক্ষণ অধিদপ্তর, মাগুরা জেলা কার্যালয়ের সহকারী পরিচালক সজল আহম্মেদ জানান, অভিযানে দেখা □ ৩ পাতায় দেখুন	[467, 1746, 625, 1957]
headline: খুলনা টিভি রিপোর্টার্স ইউনিটির ইফতার ও দোয়া	[642, 1609, 932, 1654]
byline: বিজ্ঞপ্তি	[790, 1276, 817, 1287]
col-header: যোগ্যতা	[744, 2184, 852, 2209]
article-boimela	[8, 2120, 164, 2426]
headline: বাগেরহাটে অভিযানে ৭টি অবৈধ ইটভাটা ধ্বংস	[200, 1749, 439, 1793]
col-header: ক্র.	[650, 2184, 671, 2209]
table-cell: মার্কেটিংয়ে অভিজ্ঞতা সম্পন্ন	[744, 2268, 852, 2328]
job-ad-note: # খুলনা জেলার বাইরে প্রার্থীদের অগ্রাধিকার দেওয়া হবে।	[650, 2351, 871, 2363]
newspaper-logo: দৈনিক জন্মভূমি	[77, 34, 390, 93]
kcc-greeting-photo	[180, 1586, 459, 1719]
body: দাকোপেও ৪নং কৈলাশগঞ্জ ইউনিয়নের ভারপ্রাপ্ত চেয়ারম্যানের দায়িত্ব পেয়েছেন আওয়ামী লীগ নেতা ও বিতর্কিত প্যানেল চেয়ারম্যান-১ প্রবীর কুমার মন্ডল। ত্রয়োদশ জাতীয় সংসদ নির্বাচনের পর ৪ মার্চ খুলনা জেলা প্রশাসকের কার্যালয়ের সহকারী কমিশনার শেখ রায়হানা ইসলাম স্বাক্ষরিত এক বিজ্ঞপ্তিতে খুলনা জেলার দাকোপ উপজেলার ৪নং কৈলাশগঞ্জ ইউনিয়ন পরিষদের নিয়মিত ইউপি চেয়ারম্যান অনুপস্থিত থাকায় জেলা প্রশাসনের নিয়োগপ্রাপ্ত প্রশাসক বাতিল করে কৈলাশগঞ্জ ইউনিয়নের ৬নং ওয়ার্ড আওয়ামী লীগের সভাপতি ও	[180, 821, 275, 1108]
job-ad-note: # ন্যূনতম পাঁচ বছরের অভিজ্ঞতা থাকলে বেতন ২০,০০০/- দেওয়া হবে।	[650, 2367, 903, 2394]
body: যশোরে মুক্তিযোদ্ধা ভাতার টাকা আত্মসাৎ, বৃদ্ধা মাকে শারীরিক নির্যাতন এবং নগদ টাকা চুরির অভিযোগে ছেলের বিরুদ্ধে আদালতে মামলা দায়ের করেছেন এক অসহায় মা। গতকাল বুধবার যশোর চিফ জুডিসিয়াল ম্যাজিস্ট্রেট জাহেদ আহমদের আদালতে এই মামলাটি দায়ের করেন তিনি। বিচারক আসামির বিরুদ্ধে গ্রেফতারি পরোয়ানা জারির নির্দেশ দিয়েছেন। মামলার বাদী যশোর শহরের রায়পাড়া এলাকার মৃত মুক্তিযোদ্ধা আলী হোসেনের স্ত্রী রিজিয়া বেগম। আসামি তার ছেলে মোস্তফা কামাল শিফা(৫১)। □ ৩ পাতায় দেখুন	[467, 1001, 625, 1162]
body: অমর একুশে বইমেলা ২০২৬-এ প্রকাশিত হয়েছে খুলনা বিশ্ববিদ্যালয়ের বাংলা ডিসিপ্লিনের ১৩ ব্যাচের সাবেক শিক্ষার্থী মাসুদ রানার তিনটি বই। লেখালেখিতে তিনি রানা মাসুদ নাম ব্যবহার করেন। তাঁর প্রকাশিত বইগুলোর মধ্যে রয়েছে কাব্যগ্রন্থ 'করিডোরের কান্না', গল্পগ্রন্থ 'ওথেলো সিনড্রোম' এবং নতুন উপন্যাস 'মায়ামঞ্জরী'। সবগুলো বই প্রকাশ করেছে বায়ান্ন প্রকাশনী এবং এবারের মেলায় প্রকাশনীর ২৮৪ নম্বর স্টলে বইগুলো পাওয়া যাচ্ছে। এবারের মেলায় আসা 'মায়ামঞ্জরী' উপন্যাসটি একটি কিশোরী মেয়ের জীবনকাহিনীকে কেন্দ্র করে লেখা। পরিবারহীন এক অনাথ কিশোরীর বেড়ে ওঠা, নিজের পরিচয় খোঁজা এবং নিয়তির অপ্রত্যাশিত মোড়ে জীবনের পরিবর্তনের মধ্য দিয়ে সমাজের নির্মম বাস্তবতার প্রতিফলন এখানে ফুটে উঠেছে। ২০২৫ সালে □ ৩ পাতায় দেখুন	[8, 2200, 165, 2424]
table-cell: ২	[650, 2268, 671, 2328]
headline: গতির ঝড়ে নাহিদের রেকর্ড ফাইফার	[489, 89, 616, 127]
divider	[8, 704, 459, 706]
body: বাগেরহাটের মোরেলগঞ্জ উপজেলার বহরবুনিয়া ইউনিয়নের পশ্চিম বহরবুনিয়া গ্রামের বীর মুক্তিযোদ্ধা ও ইউনিয়ন মুক্তিযোদ্ধা কমান্ডার মোঃ আব্দুল জব্বার সরদার (৮০) বুধবার ভোররাত ৫টায় নিজ বাড়িতে ইন্তেকাল করেন (ইন্না লিল্লাহি ওয়া ইন্না ইলাইহি রাজিউন)। তিনি ৫ মেয়ে রেখে গেছেন। তিনি দীর্ঘদিন ধরে বার্ধক্য জনিত রোগে ভুগছিলেন। বুধবার বিকেল ৩টায় বয়ারসিংঘা জামে মসজিদ মাঠে জানাজা শেষে রাষ্ট্রীয় মর্যাদায় তাকে পারিবারিক কবরস্থানে দাফন করা হয়েছে।	[8, 1841, 165, 1989]
article-phultala	[8, 1417, 164, 1748]
table-cell: মার্কেটিং ম্যানেজার- ১জন	[671, 2268, 744, 2328]
ramadan-banner-title: রমজানুল মোবারক	[756, 904, 893, 1006]
headline: ডুমুরিয়াকে জিরো কমপ্লেইন থানায় রূপান্তরের উদ্যোগ	[196, 1290, 442, 1345]
body: বাগেরহাট-১ আসনের (ফকিরহাট-মোল্লাহাট-চিতলমারী) সংসদ সদস্য অধ্যক্ষ মাওলানা মশিউর রহমান খানকে সংবর্ধনা ও ইফতার মাহফিল অনুষ্ঠিত হয়েছে। বাংলাদেশ জামায়াতে ইসলামীর ফকিরহাট উপজেলার নলধা-মৌভোগ ইউনিয়ন শাখার উদ্যোগে মঙ্গলবার (১০ মার্চ) বাদ আছর মোড়লডাঙ্গা জামতলা ঈদগাহ ময়দানের এই সংবর্ধনা ও ইফতার মাহফিল এর আয়োজন করা হয়। অনুষ্ঠানে □ ৩ পাতায় দেখুন	[640, 1292, 783, 1428]
article-arms	[468, 1176, 625, 1449]
body: মিরপুরের উইকেটে গতি আর আগ্রাসনের দারুণ মিশেলে পাকিস্তানের ব্যাটিং লাইনআপ একাই ভেঙে দিলেন তরুণ পেসার নাহিদ রানা। দুর্দান্ত বোলিংয়ে তিনি তুলে নিয়েছেন ক্যারিয়ারের প্রথম পাঁচ উইকেট, যা ওয়ানডে ক্রিকেটে বাংলাদেশি পেসারদের দীর্ঘ অপেক্ষারও অবসান ঘটিয়েছে। বুধবার শের-ই-বাংলা জাতীয় ক্রিকেট স্টেডিয়ামএ তিন ম্যাচের ওয়ানডে সিরিজের প্রথম ম্যাচে টস হেরে ব্যাট করতে নামে পাকিস্তান। শুরুটা ভালো হলেও প্রথম পাওয়ারপ্লের □ ৩ পাতায় দেখুন	[478, 148, 627, 297]
headline: মোরেলগঞ্জে বীর মুক্তিযোদ্ধাকে রাষ্ট্রীয় মর্যাদায় দাফন	[23, 1761, 149, 1820]
article-morrelganj	[8, 1761, 164, 1991]
table-cell: ১	[650, 2209, 671, 2268]
publication-years: প্রকাশনার ৫৫ বছর	[172, 12, 294, 30]
lead-article	[8, 228, 459, 699]
lead-headline: শ্যামনগরে সূর্যমুখীর বাম্পার ফলনের সম্ভাবনা	[50, 228, 416, 307]
body: বিএনপি সরকারের সিদ্ধান্তের আলোকে খুলনার ডুমুরিয়া থানাকে জিরো কমপ্লেইন থানা হিসেবে গড়ে তোলার উদ্যোগ গ্রহণ করা হয়েছে। এ উদ্যোগ বাস্তবায়িত হলে এ থানার মানুষের কোনো অভিযোগ পুলিশের ওপর থাকবে না। জনগণের ভোগান্তি কমবে এবং পুলিশের প্রতি আস্থা অর্জনের লক্ষ্যে সরকারের এ উদ্যোগ। একজন সার্কেল অফিসার এখানকার সার্বিক কার্যক্রম মনিটরিং করবেন। ৪৫৪ বর্গ কিঃমিঃ এলাকার ৩ লাখ ৪৩ হাজার ৮৯৯ জন মানুষের বসবাস এখানে। এলাকাটিতে শান্তি ও শৃংখলা প্রতিষ্ঠা করাই প্রধান লক্ষ্য। মানচিত্রে অবস্থান অনুযায়ী উত্তরে ফুলতলা, যশোরের অভয়নগর ও মনিরামপুর, দক্ষিণে বটিয়াঘাটা, পাইকগাছা, পূর্বে নগরীর খানজাহান আলী, খালিশপুর এবং পশ্চিমে সাতক্ষীরার তালা ও যশোরের কেশবপুর উপজেলা। ১৪ টা ইউনিয়ন এ উপজেলার পরিধি। সূত্র জানায়, এক সময় ছিল চরমপন্থী অধ্যুষিত এলাকা বলে খ্যাত। নিউ বিপ্লবী কমিউনিস্ট পার্টির প্রতিষ্ঠাতা মনোরঞ্জন ঘোষাল ওরফে মৃনাল এখানকার আধিপাত্য বিস্তার করত। সব সরকারের আমলে কমবেশি চাঁদাবাজি ও দখলদারিত্ব হয়েছে। আওয়ামী লীগ সরকারের শেষ দিকে ২০২৪ সালের ৬ জুলাই গুটুদিয়া এলাকায় সরাফপুর ইউপি চেয়ারম্যান শেখ রবিউল ইসলাম রবি খুন হয়। তিনি শাসক □ ৩ পাতায় দেখুন	[180, 1367, 459, 1578]
iran-team-photo	[635, 86, 923, 252]
lead-body-col3: পরিকল্পনা করছেন। দেশে ভোজ্যতেলের চাহিদা দিন দিন বাড়ছে। সেই প্রেক্ষাপটে সূর্যমুখী একটি সম্ভাবনাময় তেলজাতীয় ফসল হিসেবে গুরুত্ব পাচ্ছে। তবে সূর্যমুখী বীজ থেকে তেল উৎপাদনে এখনও কিছু প্রযুক্তিগত চ্যালেঞ্জ রয়েছে। ফলে গত বছরের তুলনায় এ বছর আবাদ কিছুটা কম হয়েছে বলে জানিয়েছেন সংশ্লিষ্টরা। তবুও কৃষকদের আগ্রহ ও উৎপাদনের সফলতা প্রমাণ করছে যে সামান্য সহযোগিতা ও প্রযুক্তিগত সহায়তা পেলে সূর্যমুখী চাষ দেশের ভোজ্যতেল উৎপাদনে গুরুত্বপূর্ণ ভূমিকা রাখতে পারে। এদিকে সূর্যমুখী বাগানের অপরূপ সৌন্দর্যে প্রতিদিন বিকেলে দর্শনার্থীদের ভিড় জমে। কেউ ছবি তুলতে, কেউবা প্রকৃতির রঙে মিশে হতে ছুটে আসেন এই মাঠে। সূর্যমুখীর হলুদ ফুলের সমারোহ যেন প্রাণ জাগায় মনেও। কৃষকদের পাশাপাশি সাধারণ মানুষের মনেও ছড়িয়ে পড়ছে আনন্দ।	[340, 313, 459, 625]
byline: সাতক্ষীরা প্রতিনিধি	[467, 2015, 538, 2026]
headline: মাগুরায় ভোক্তা অধিদপ্তরের অভিযানে জরিমানা	[477, 1667, 616, 1725]
article-trump	[478, 300, 626, 530]
